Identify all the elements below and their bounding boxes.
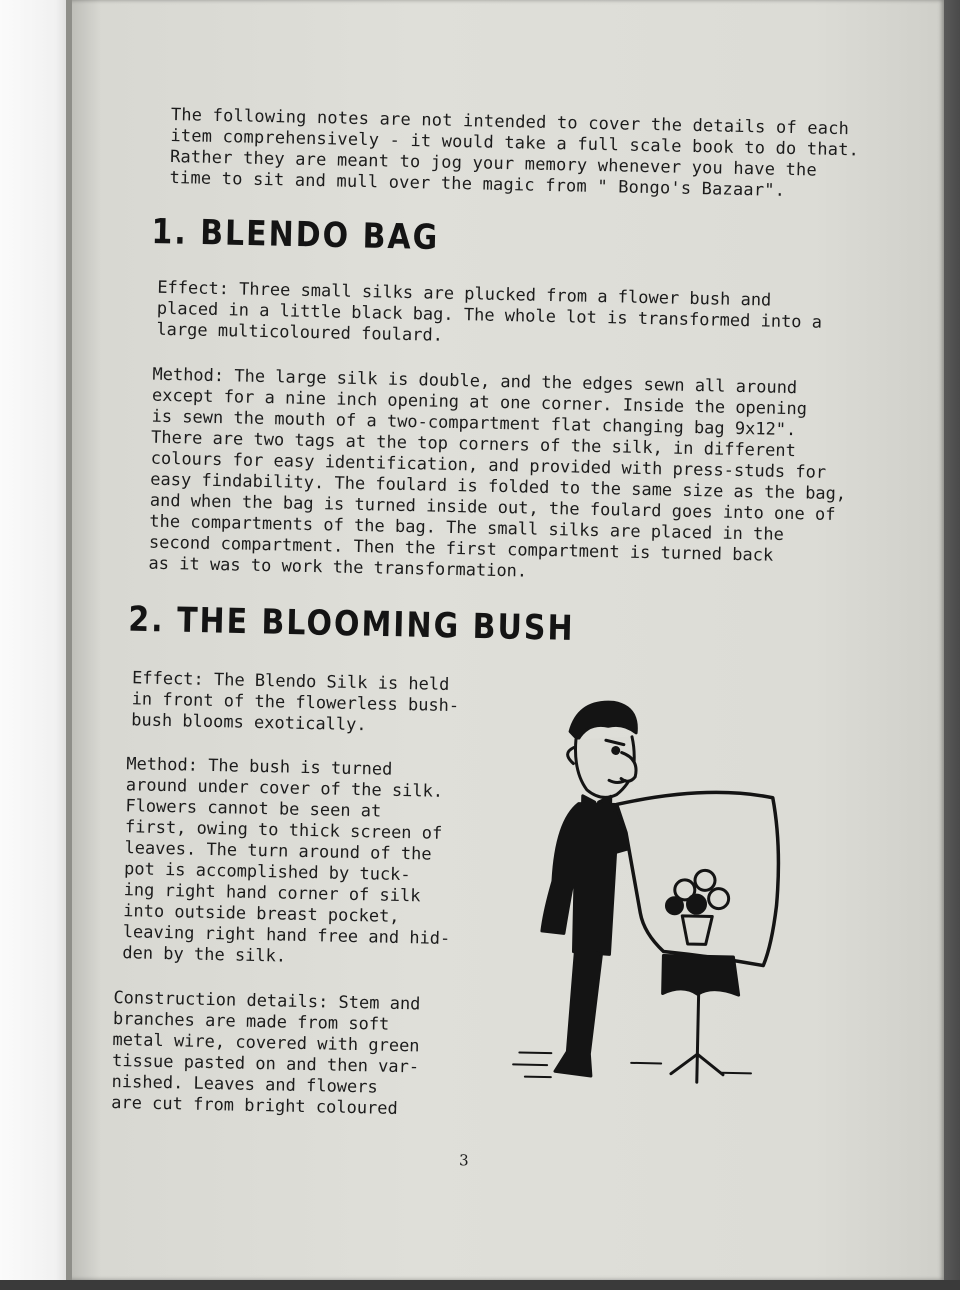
eye-shape — [613, 747, 619, 753]
table-legs-shape — [671, 1054, 724, 1083]
hair-shape — [570, 701, 637, 740]
blendo-bag-effect: Effect: Three small silks are plucked from a flower bush and placed in a little black bag. The whole lot is transformed into a large multicoloured foulard. — [156, 277, 823, 346]
flower-pot-shape — [682, 916, 713, 945]
blendo-bag-method: Method: The large silk is double, and the edges sewn all around except for a nine inch opening at one corner. Inside the opening is sewn the mouth of a two-compartment flat changing bag 9x12". There are two tags at the top corners of the silk, in different colours for easy identification, and provided with press-studs for easy findability. The foulard is folded to the same size as the bag, and when the bag is turned inside out, the foulard goes into one of the compartments of the bag. The small silks are placed in the second compartment. Then the first compartment is turned back as it was to work the transformation. — [148, 364, 847, 582]
floor-lines-shape — [513, 1052, 751, 1081]
magician-illustration — [511, 690, 819, 1096]
leaf-shape — [687, 895, 705, 913]
ear-shape — [567, 747, 573, 763]
leg-shape — [555, 949, 602, 1076]
intro-paragraph: The following notes are not intended to cover the details of each item comprehensively - it would take a full scale book to do that. Rather they are meant to jog your memory whenever you have the time to sit and mull over the magic from " Bongo's Bazaar". — [169, 104, 860, 201]
table-top-shape — [663, 955, 740, 995]
section-heading-blooming-bush: 2. THE BLOOMING BUSH — [127, 599, 575, 650]
blooming-bush-method: Method: The bush is turned around under cover of the silk. Flowers cannot be seen at first, owing to thick screen of leaves. The turn around of the pot is accomplished by tuck- ing right hand corner of silk into outside breast pocket, leaving right hand free and hid- den by the silk. — [122, 754, 451, 967]
flower-shape — [708, 888, 728, 908]
blooming-bush-construction: Construction details: Stem and branches are made from soft metal wire, covered with green tissue pasted on and then var- nished. Leaves and flowers are cut from bright coloured — [111, 987, 421, 1119]
blooming-bush-effect: Effect: The Blendo Silk is held in front of the flowerless bush- bush blooms exotically. — [131, 668, 460, 736]
leaf-shape — [666, 898, 682, 914]
table-stem-shape — [697, 994, 698, 1054]
section-heading-blendo-bag: 1. BLENDO BAG — [151, 211, 440, 259]
flower-shape — [695, 870, 715, 890]
page-number: 3 — [458, 1151, 469, 1170]
